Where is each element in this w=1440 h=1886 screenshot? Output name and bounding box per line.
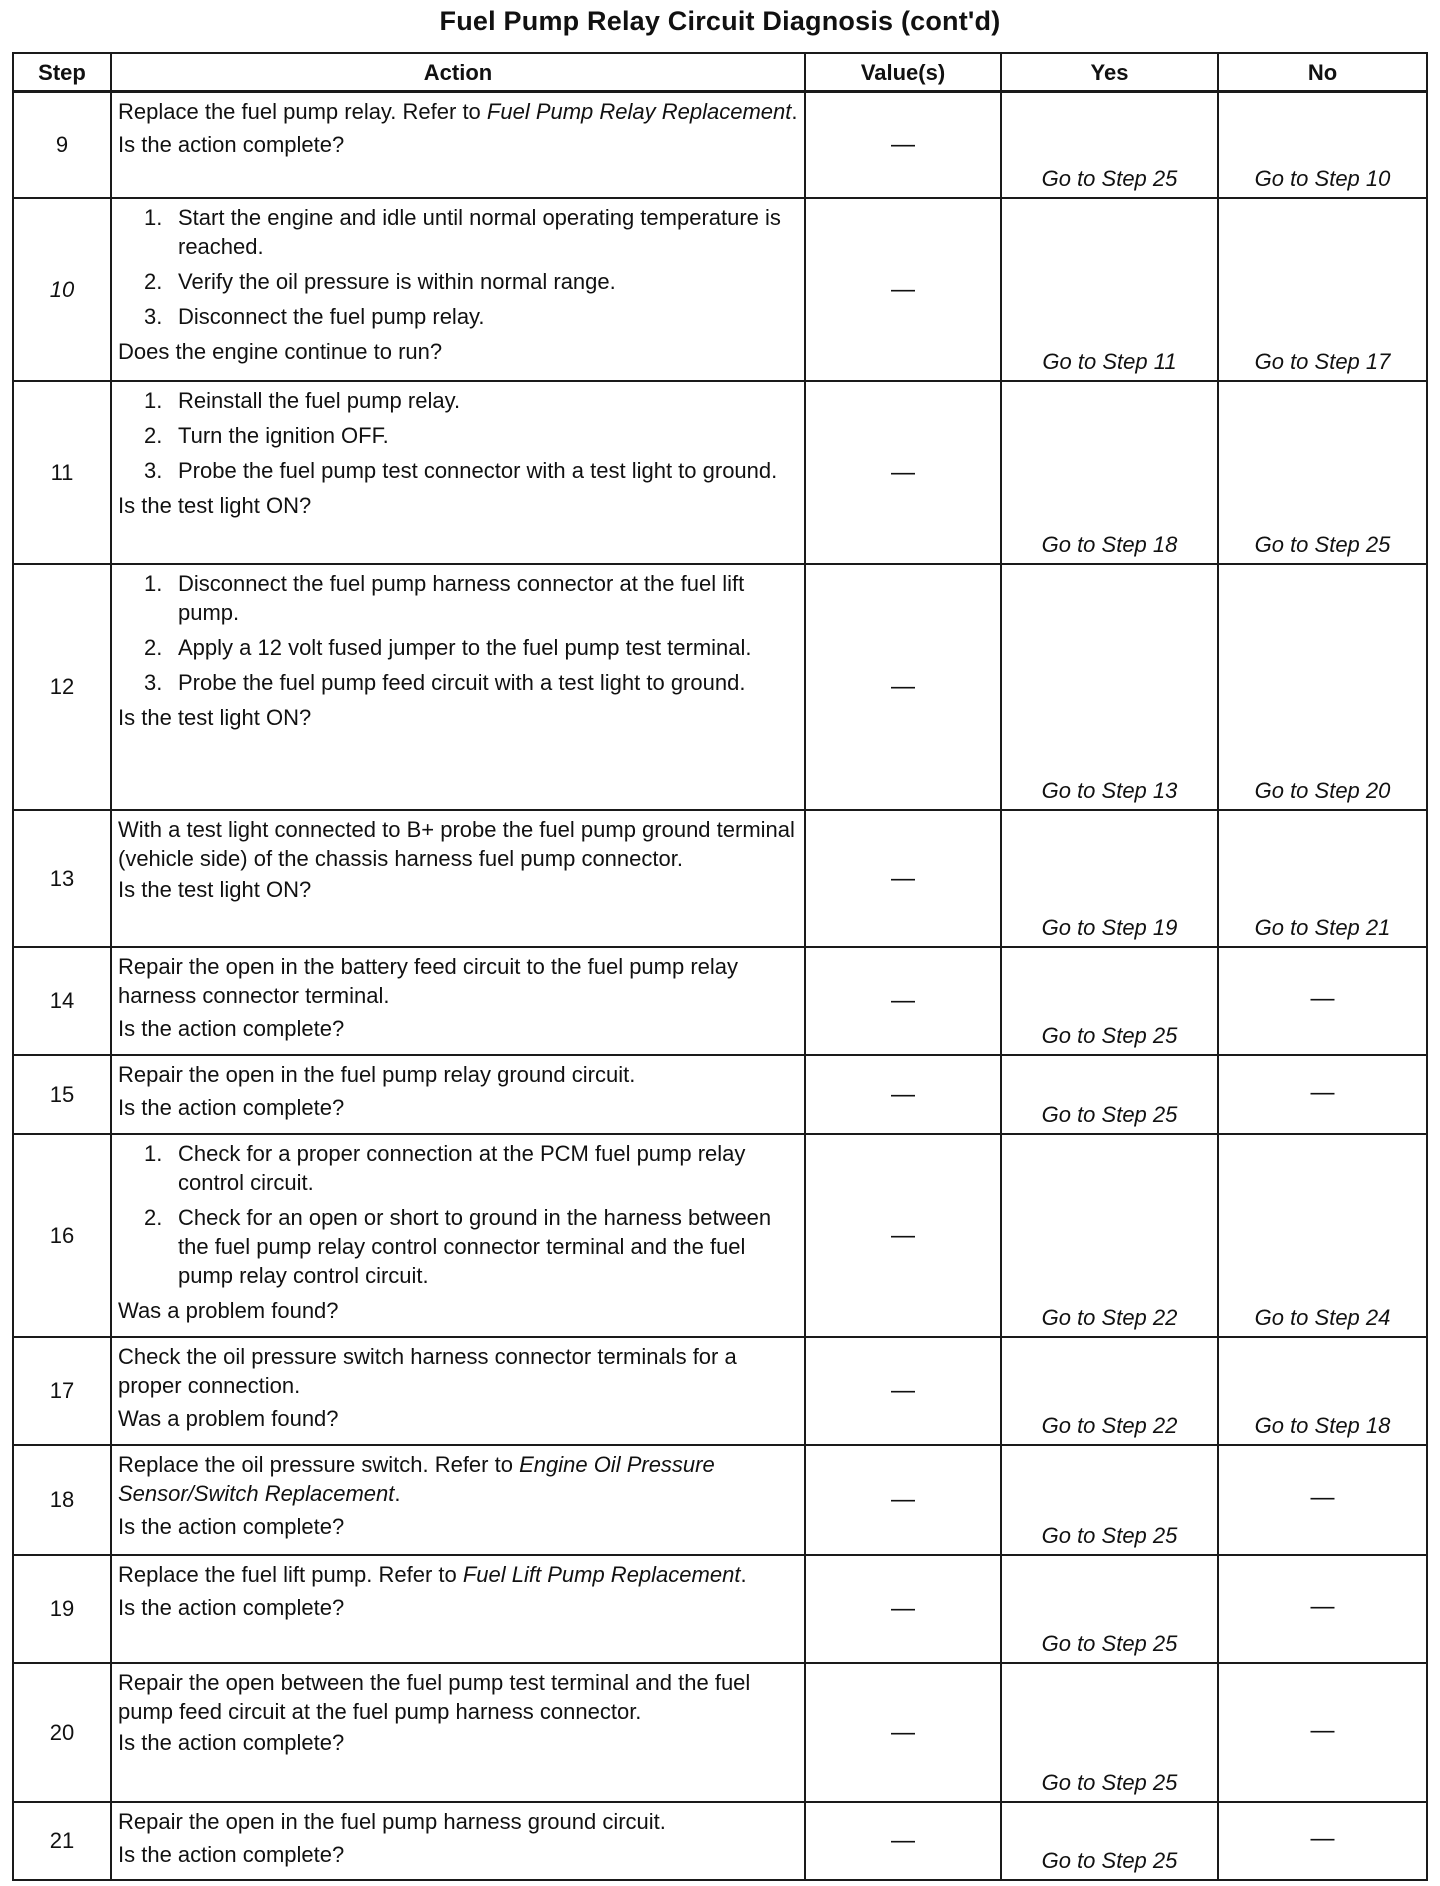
value-cell: — — [805, 381, 1001, 564]
action-steps — [118, 569, 800, 697]
no-cell: Go to Step 10 — [1218, 92, 1427, 198]
diagnosis-table — [12, 52, 1428, 1881]
yes-cell: Go to Step 18 — [1001, 381, 1218, 564]
action-cell — [111, 198, 805, 381]
step-number: 10 — [13, 198, 111, 381]
action-text: Replace the oil pressure switch. Refer to Engine Oil Pressure Sensor/Switch Replacement. — [118, 1451, 715, 1506]
step-number: 19 — [13, 1555, 111, 1663]
step-number: 16 — [13, 1134, 111, 1337]
yes-cell: Go to Step 11 — [1001, 198, 1218, 381]
table-row — [13, 1663, 1427, 1802]
action-question: Is the action complete? — [118, 1015, 345, 1041]
no-cell: Go to Step 20 — [1218, 564, 1427, 810]
table-row — [13, 1802, 1427, 1880]
no-cell: — — [1218, 1055, 1427, 1134]
yes-cell: Go to Step 22 — [1001, 1134, 1218, 1337]
action-question: Is the action complete? — [118, 1729, 345, 1755]
action-cell — [111, 381, 805, 564]
value-cell: — — [805, 1802, 1001, 1880]
no-cell: — — [1218, 947, 1427, 1055]
step-number: 20 — [13, 1663, 111, 1802]
table-row — [13, 1445, 1427, 1555]
step-number: 9 — [13, 92, 111, 198]
action-question: Does the engine continue to run? — [118, 338, 443, 364]
step-number: 14 — [13, 947, 111, 1055]
no-cell: — — [1218, 1445, 1427, 1555]
action-step-item: 2. Turn the ignition OFF. — [144, 422, 389, 448]
action-cell — [111, 810, 805, 947]
action-question: Is the action complete? — [118, 1094, 345, 1120]
value-cell: — — [805, 92, 1001, 198]
no-cell: Go to Step 24 — [1218, 1134, 1427, 1337]
table-row — [13, 564, 1427, 810]
action-step-item: 1. Start the engine and idle until normal operating temperature is reached. — [144, 204, 781, 259]
no-cell: Go to Step 18 — [1218, 1337, 1427, 1445]
yes-cell: Go to Step 19 — [1001, 810, 1218, 947]
value-cell: — — [805, 1663, 1001, 1802]
action-steps — [118, 1139, 800, 1290]
table-row — [13, 1337, 1427, 1445]
no-cell: Go to Step 25 — [1218, 381, 1427, 564]
header-row — [13, 53, 1427, 92]
no-cell: — — [1218, 1802, 1427, 1880]
action-step-item: 2. Apply a 12 volt fused jumper to the fuel pump test terminal. — [144, 634, 752, 660]
value-cell: — — [805, 1337, 1001, 1445]
action-step-item: 1. Check for a proper connection at the PCM fuel pump relay control circuit. — [144, 1140, 746, 1195]
action-step-item: 1. Disconnect the fuel pump harness connector at the fuel lift pump. — [144, 570, 745, 625]
page-title: Fuel Pump Relay Circuit Diagnosis (cont'd) — [439, 6, 1001, 36]
action-text: Replace the fuel lift pump. Refer to Fuel Lift Pump Replacement. — [118, 1561, 747, 1587]
reference-link-text: Engine Oil Pressure Sensor/Switch Replacement — [118, 1451, 715, 1506]
action-text: Replace the fuel pump relay. Refer to Fuel Pump Relay Replacement. — [118, 99, 798, 124]
yes-cell: Go to Step 25 — [1001, 1445, 1218, 1555]
action-cell — [111, 1663, 805, 1802]
reference-link-text: Fuel Lift Pump Replacement — [462, 1561, 741, 1587]
step-number: 12 — [13, 564, 111, 810]
value-cell: — — [805, 198, 1001, 381]
table-row — [13, 1055, 1427, 1134]
action-question: Is the action complete? — [118, 1841, 345, 1867]
step-number: 21 — [13, 1802, 111, 1880]
action-text: Check the oil pressure switch harness connector terminals for a proper connection. — [118, 1343, 737, 1398]
reference-link-text: Fuel Pump Relay Replacement — [486, 99, 792, 124]
action-cell — [111, 92, 805, 198]
no-cell: Go to Step 21 — [1218, 810, 1427, 947]
step-number: 17 — [13, 1337, 111, 1445]
action-question: Is the test light ON? — [118, 492, 312, 518]
yes-cell: Go to Step 25 — [1001, 92, 1218, 198]
table-row — [13, 1134, 1427, 1337]
no-cell: Go to Step 17 — [1218, 198, 1427, 381]
action-step-item: 3. Probe the fuel pump test connector with a test light to ground. — [144, 457, 778, 483]
action-question: Is the test light ON? — [118, 704, 312, 730]
yes-cell: Go to Step 25 — [1001, 947, 1218, 1055]
action-step-item: 3. Disconnect the fuel pump relay. — [144, 303, 485, 329]
action-question: Was a problem found? — [118, 1297, 339, 1323]
table-row — [13, 381, 1427, 564]
no-cell: — — [1218, 1663, 1427, 1802]
action-step-item: 1. Reinstall the fuel pump relay. — [144, 387, 461, 413]
header-action: Action — [111, 53, 805, 92]
value-cell: — — [805, 1555, 1001, 1663]
table-row — [13, 947, 1427, 1055]
action-cell — [111, 1445, 805, 1555]
action-cell — [111, 1802, 805, 1880]
action-text: With a test light connected to B+ probe the fuel pump ground terminal (vehicle side) of the chassis harness fuel pump connector. — [118, 816, 795, 871]
header-values: Value(s) — [805, 53, 1001, 92]
table-row — [13, 810, 1427, 947]
value-cell: — — [805, 1445, 1001, 1555]
yes-cell: Go to Step 25 — [1001, 1802, 1218, 1880]
action-step-item: 2. Check for an open or short to ground in the harness between the fuel pump relay control connector terminal and the fuel pump relay control circuit. — [144, 1204, 772, 1288]
action-cell — [111, 1337, 805, 1445]
action-cell — [111, 1134, 805, 1337]
action-text: Repair the open in the battery feed circuit to the fuel pump relay harness connector terminal. — [118, 953, 739, 1008]
action-text: Repair the open in the fuel pump harness ground circuit. — [118, 1808, 666, 1834]
step-number: 11 — [13, 381, 111, 564]
action-cell — [111, 1555, 805, 1663]
table-row — [13, 198, 1427, 381]
action-question: Is the action complete? — [118, 132, 345, 157]
value-cell: — — [805, 564, 1001, 810]
value-cell: — — [805, 1134, 1001, 1337]
action-step-item: 2. Verify the oil pressure is within normal range. — [144, 268, 616, 294]
action-steps — [118, 203, 800, 331]
table-row — [13, 92, 1427, 198]
step-number: 18 — [13, 1445, 111, 1555]
action-question: Is the test light ON? — [118, 876, 312, 902]
value-cell: — — [805, 810, 1001, 947]
value-cell: — — [805, 947, 1001, 1055]
yes-cell: Go to Step 22 — [1001, 1337, 1218, 1445]
header-step: Step — [13, 53, 111, 92]
no-cell: — — [1218, 1555, 1427, 1663]
step-number: 15 — [13, 1055, 111, 1134]
action-question: Was a problem found? — [118, 1405, 339, 1431]
action-question: Is the action complete? — [118, 1594, 345, 1620]
yes-cell: Go to Step 13 — [1001, 564, 1218, 810]
action-cell — [111, 564, 805, 810]
yes-cell: Go to Step 25 — [1001, 1555, 1218, 1663]
action-text: Repair the open in the fuel pump relay ground circuit. — [118, 1061, 636, 1087]
yes-cell: Go to Step 25 — [1001, 1055, 1218, 1134]
action-step-item: 3. Probe the fuel pump feed circuit with a test light to ground. — [144, 669, 746, 695]
header-yes: Yes — [1001, 53, 1218, 92]
action-cell — [111, 1055, 805, 1134]
step-number: 13 — [13, 810, 111, 947]
action-question: Is the action complete? — [118, 1513, 345, 1539]
table-row — [13, 1555, 1427, 1663]
value-cell: — — [805, 1055, 1001, 1134]
action-text: Repair the open between the fuel pump test terminal and the fuel pump feed circuit at the fuel pump harness connector. — [118, 1669, 751, 1724]
action-steps — [118, 386, 800, 485]
action-cell — [111, 947, 805, 1055]
yes-cell: Go to Step 25 — [1001, 1663, 1218, 1802]
header-no: No — [1218, 53, 1427, 92]
